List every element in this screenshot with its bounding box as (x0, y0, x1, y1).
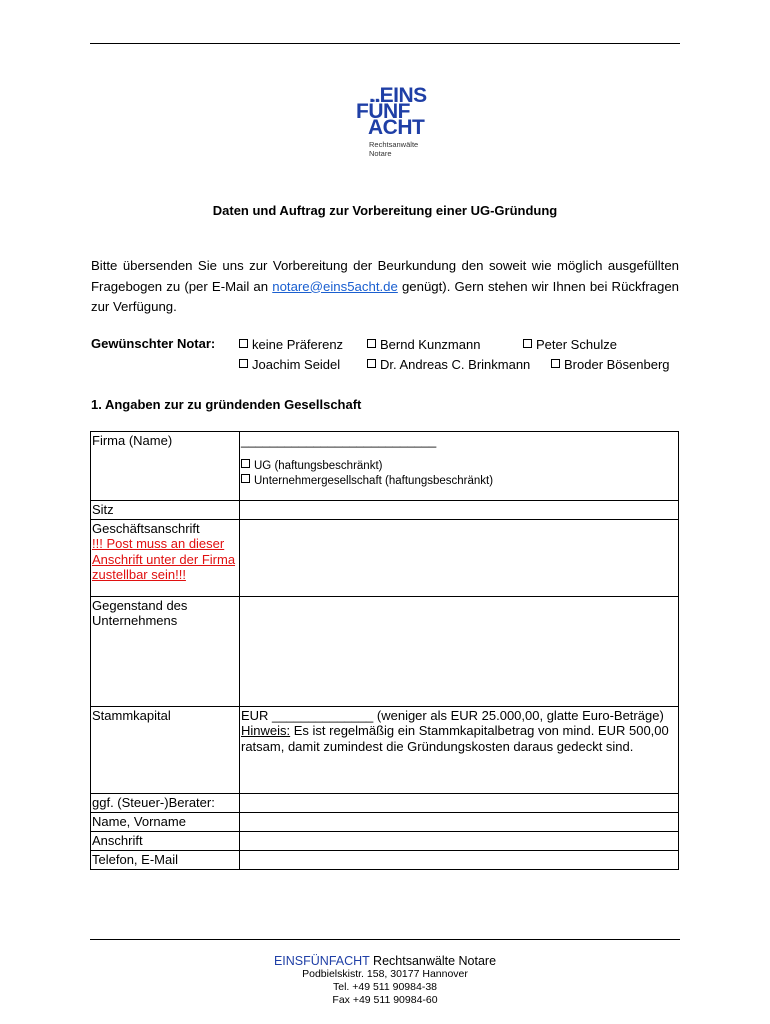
anschrift-warning: !!! Post muss an dieser Anschrift unter der Firma zustellbar sein!!! (92, 536, 236, 582)
firma-name-line[interactable]: ___________________________ (241, 433, 437, 448)
row-firma (91, 432, 679, 501)
checkbox-icon[interactable] (551, 359, 560, 368)
logo-line-1: ..EINS (369, 84, 427, 107)
berater-anschrift-field[interactable] (240, 831, 679, 850)
stammkapital-hinweis (241, 723, 677, 754)
stammkapital-label: Stammkapital (91, 706, 240, 793)
stammkapital-field[interactable] (240, 706, 679, 793)
row-gegenstand (91, 596, 679, 706)
telefon-label: Telefon, E-Mail (91, 850, 240, 869)
row-anschrift (91, 519, 679, 596)
firma-option-unternehmergesellschaft[interactable]: Unternehmergesellschaft (haftungsbeschränkt) (241, 474, 677, 490)
firma-option-ug[interactable]: UG (haftungsbeschränkt) (241, 459, 677, 475)
footer (90, 955, 680, 1007)
document-title: Daten und Auftrag zur Vorbereitung einer UG-Gründung (212, 203, 558, 218)
row-name (91, 812, 679, 831)
email-link[interactable]: notare@eins5acht.de (272, 278, 398, 294)
hinweis-label: Hinweis: (241, 723, 291, 738)
gegenstand-field[interactable] (240, 596, 679, 706)
firma-field[interactable] (240, 432, 679, 501)
checkbox-icon[interactable] (239, 359, 248, 368)
anschrift-cell (91, 519, 240, 596)
sitz-label: Sitz (91, 501, 240, 520)
hinweis-text: Es ist regelmäßig ein Stammkapitalbetrag von mind. EUR 500,00 ratsam, damit zumindest die Gründungskosten daraus gedeckt sind. (241, 723, 669, 754)
checkbox-icon[interactable] (241, 474, 250, 483)
notar-label: Gewünschter Notar: (91, 336, 216, 351)
company-logo (356, 86, 456, 166)
bottom-rule (90, 939, 680, 940)
intro-text-before: Bitte übersenden Sie uns zur Vorbereitung der Beurkundung den soweit wie möglich ausgefüllten Fragebogen zu (per E-Mail an (91, 258, 679, 294)
logo-subtitle-1: Rechtsanwälte (369, 140, 419, 149)
footer-address: Podbielskistr. 158, 30177 Hannover (302, 968, 468, 980)
notar-option-seidel[interactable]: Joachim Seidel (239, 357, 340, 372)
top-rule (90, 43, 680, 44)
footer-firm (90, 955, 680, 968)
berater-label: ggf. (Steuer-)Berater: (91, 793, 240, 812)
name-label: Name, Vorname (91, 812, 240, 831)
footer-fax: Fax +49 511 90984-60 (332, 994, 438, 1006)
checkbox-icon[interactable] (367, 339, 376, 348)
row-telefon (91, 850, 679, 869)
notar-option-brinkmann[interactable]: Dr. Andreas C. Brinkmann (367, 357, 530, 372)
anschrift-label: Geschäftsanschrift (92, 520, 200, 536)
name-field[interactable] (240, 812, 679, 831)
notar-option-schulze[interactable]: Peter Schulze (523, 337, 617, 352)
intro-text-after: genügt). Gern stehen wir Ihnen bei Rückfragen zur Verfügung. (91, 278, 679, 314)
berater-anschrift-label: Anschrift (91, 831, 240, 850)
checkbox-icon[interactable] (523, 339, 532, 348)
logo-line-3: ACHT (368, 116, 425, 139)
footer-brand-rest: Rechtsanwälte Notare (369, 954, 497, 968)
gegenstand-label: Gegenstand des Unternehmens (91, 596, 240, 706)
logo-subtitle-2: Notare (369, 149, 392, 158)
berater-field[interactable] (240, 793, 679, 812)
company-form-table (90, 431, 679, 870)
footer-tel: Tel. +49 511 90984-38 (332, 981, 437, 993)
anschrift-field[interactable] (240, 519, 679, 596)
checkbox-icon[interactable] (241, 459, 250, 468)
telefon-field[interactable] (240, 850, 679, 869)
footer-brand: EINSFÜNFACHT (273, 954, 370, 968)
intro-paragraph (91, 256, 679, 318)
notar-option-boesenberg[interactable]: Broder Bösenberg (551, 357, 670, 372)
notar-option-keine-praeferenz[interactable]: keine Präferenz (239, 337, 343, 352)
section-heading-1: 1. Angaben zur zu gründenden Gesellschaft (91, 397, 362, 412)
notar-option-kunzmann[interactable]: Bernd Kunzmann (367, 337, 480, 352)
row-stammkapital (91, 706, 679, 793)
checkbox-icon[interactable] (239, 339, 248, 348)
row-sitz (91, 501, 679, 520)
checkbox-icon[interactable] (367, 359, 376, 368)
sitz-field[interactable] (240, 501, 679, 520)
firma-label: Firma (Name) (91, 432, 240, 501)
logo-line-2: FÜNF (356, 100, 410, 123)
row-berater-anschrift (91, 831, 679, 850)
row-berater (91, 793, 679, 812)
stammkapital-line[interactable]: EUR ______________ (weniger als EUR 25.000,00, glatte Euro-Beträge) (241, 707, 664, 723)
